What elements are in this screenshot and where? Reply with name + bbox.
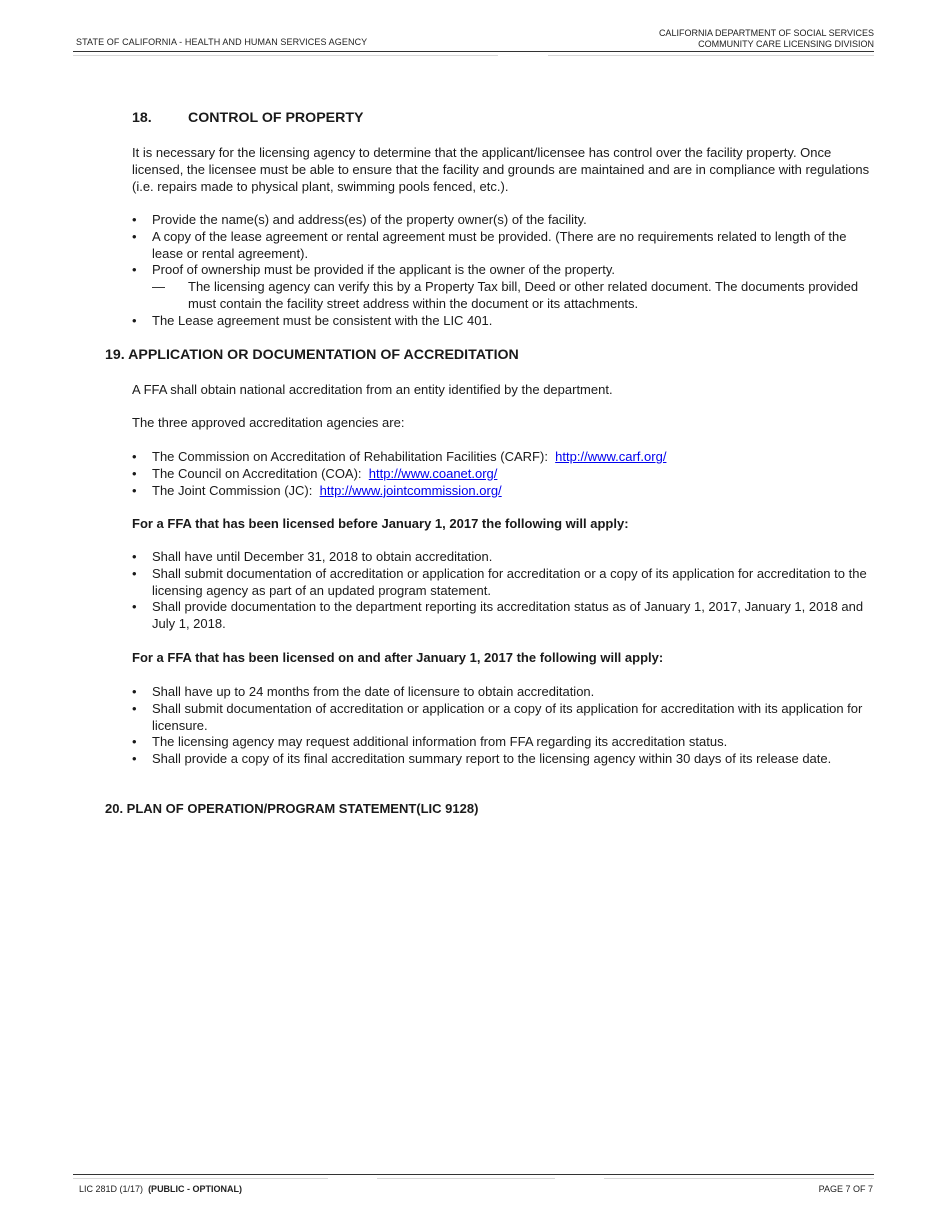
header-department-line2: COMMUNITY CARE LICENSING DIVISION [698,39,874,49]
header-agency: STATE OF CALIFORNIA - HEALTH AND HUMAN SERVICES AGENCY [76,37,368,47]
section-18-intro: It is necessary for the licensing agency to determine that the applicant/licensee has control over the facility property. Once licensed, the licensee must be able to ensure that the facility and grounds are maintained and are in compliance with regulations (i.e. repairs made to physical plant, swimming pools fenced, etc.). [132,145,870,194]
header-rule-shadow [73,55,498,56]
list-item: • The Joint Commission (JC): http://www.jointcommission.org/ [132,482,502,498]
list-item: • The Council on Accreditation (COA): http://www.coanet.org/ [132,465,498,481]
list-item: • Shall provide documentation to the department reporting its accreditation status as of January 1, 2017, January 1, 2018 and July 1, 2018. [132,599,864,632]
footer-rule-shadow [604,1178,874,1179]
section-18-number: 18. [132,110,152,126]
list-item: • The Commission on Accreditation of Rehabilitation Facilities (CARF): http://www.carf.org/ [132,449,667,464]
pre-2017-list [132,549,877,633]
header-rule-shadow [548,55,874,56]
list-item: • The licensing agency may request additional information from FFA regarding its accreditation status. [132,734,728,750]
list-item: • Shall have until December 31, 2018 to obtain accreditation. [132,549,493,564]
joint-commission-link[interactable]: http://www.jointcommission.org/ [319,482,502,498]
coa-link[interactable]: http://www.coanet.org/ [368,465,498,481]
list-item: • Shall submit documentation of accreditation or application for accreditation or a copy of its application for accreditation to the licensing agency as part of an updated program statement. [132,565,867,598]
section-20-heading: 20. PLAN OF OPERATION/PROGRAM STATEMENT(LIC 9128) [105,801,479,816]
post-2017-list [132,684,877,768]
footer-form-id: LIC 281D (1/17) (PUBLIC - OPTIONAL) [79,1184,243,1194]
carf-link[interactable]: http://www.carf.org/ [555,449,667,464]
list-item: • Shall submit documentation of accreditation or application or a copy of its application for accreditation with its application for licensure. [132,700,863,733]
footer-rule [73,1174,874,1175]
post-2017-heading: For a FFA that has been licensed on and after January 1, 2017 the following will apply: [132,650,664,665]
header-department-line1: CALIFORNIA DEPARTMENT OF SOCIAL SERVICES [658,28,874,38]
pre-2017-heading: For a FFA that has been licensed before January 1, 2017 the following will apply: [132,516,629,531]
list-item: • Proof of ownership must be provided if the applicant is the owner of the property. [132,262,615,278]
footer-rule-shadow [377,1178,555,1179]
list-item: • A copy of the lease agreement or rental agreement must be provided. (There are no requirements related to length of the lease or rental agreement). [132,228,847,261]
list-item: • Shall provide a copy of its final accreditation summary report to the licensing agency within 30 days of its release date. [132,751,832,767]
accreditation-agency-list [132,449,877,499]
list-item: • Shall have up to 24 months from the date of licensure to obtain accreditation. [132,684,595,699]
list-item: • Provide the name(s) and address(es) of the property owner(s) of the facility. [132,212,587,227]
footer-visibility: (PUBLIC - OPTIONAL) [148,1184,243,1194]
footer-rule-shadow [73,1178,328,1179]
list-item: • The Lease agreement must be consistent with the LIC 401. [132,312,493,328]
section-18-title: CONTROL OF PROPERTY [188,110,364,126]
sub-list-item: — The licensing agency can verify this by a Property Tax bill, Deed or other related document. The documents provided must contain the facility street address within the document or its attachments. [152,279,859,311]
section-19-heading: 19. APPLICATION OR DOCUMENTATION OF ACCREDITATION [105,347,519,363]
header-rule [73,51,874,52]
section-18-list [132,212,877,330]
header-department [659,28,874,50]
section-19-paragraph: The three approved accreditation agencies are: [132,415,405,430]
section-19-paragraph: A FFA shall obtain national accreditation from an entity identified by the department. [132,382,613,397]
footer-page-number: PAGE 7 OF 7 [818,1184,873,1194]
